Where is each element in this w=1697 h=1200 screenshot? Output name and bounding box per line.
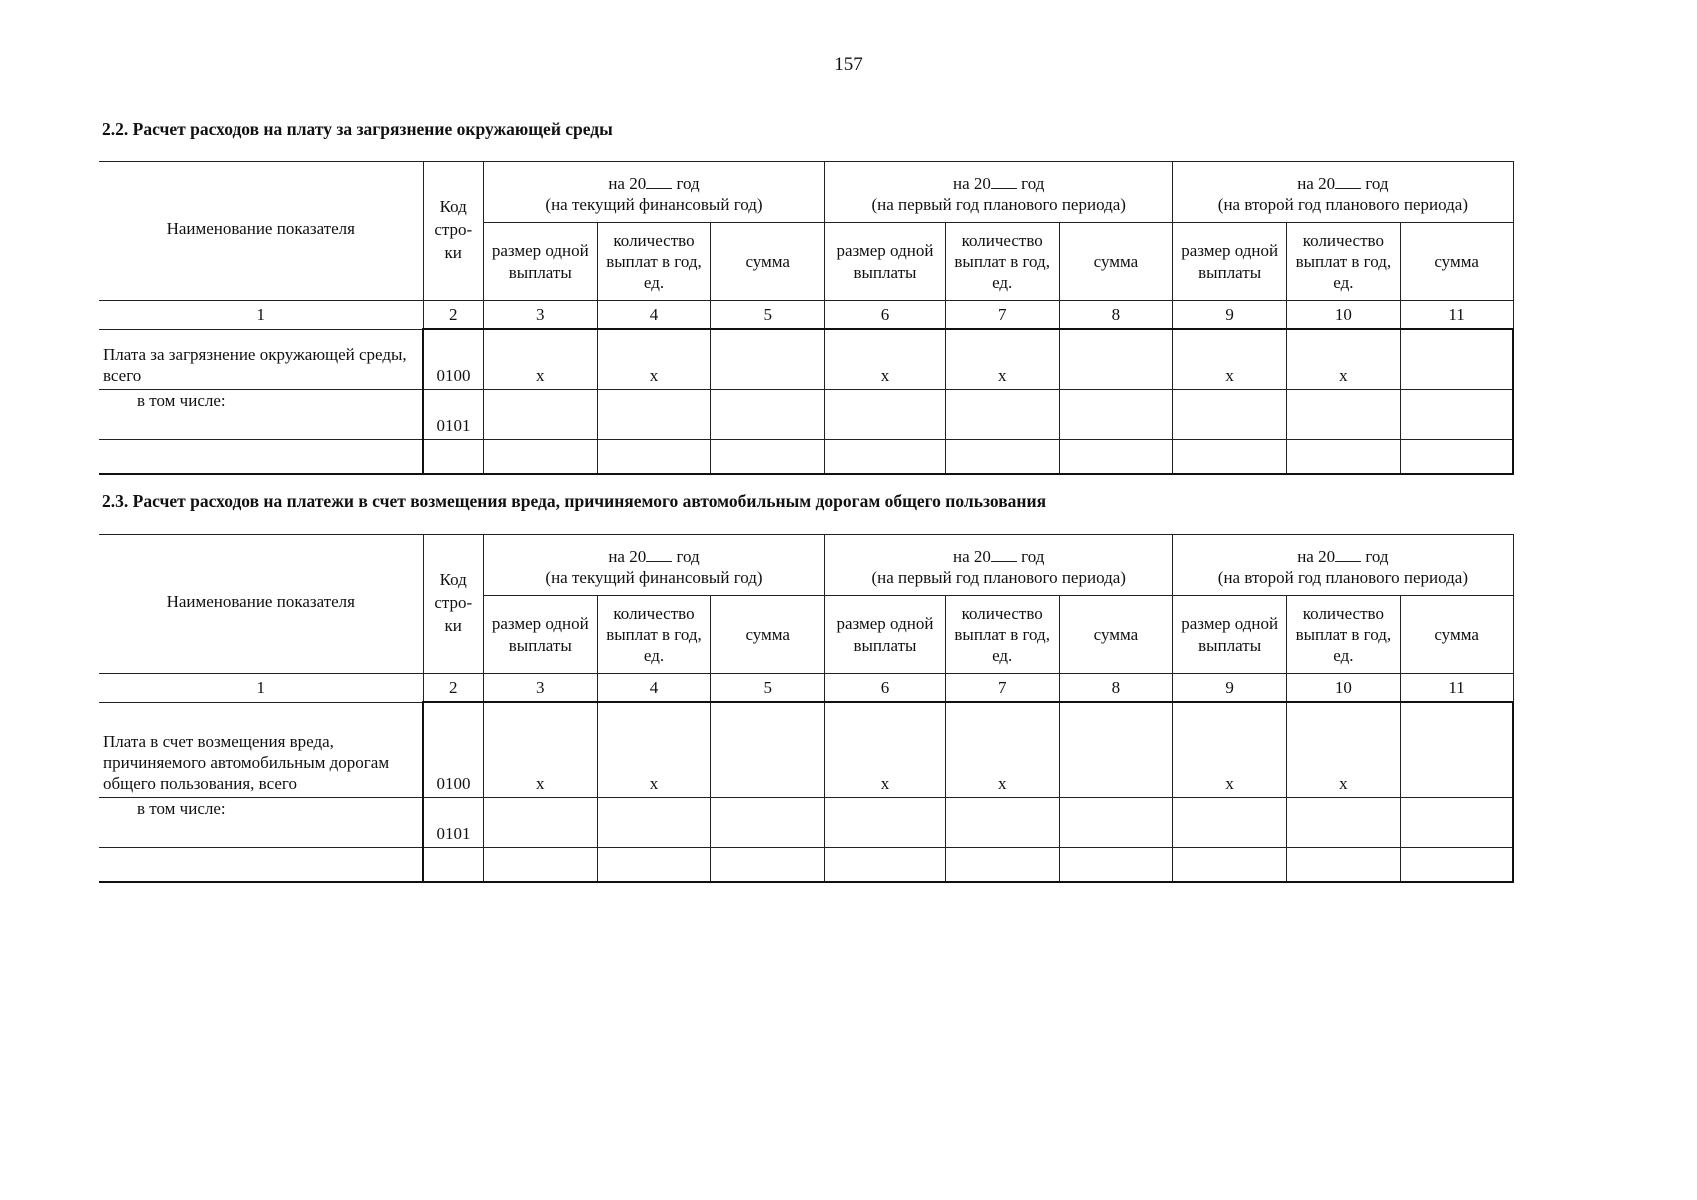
data-cell[interactable] [1400,439,1513,474]
data-cell[interactable] [597,389,711,439]
year-prefix: на 20 [1297,546,1336,566]
data-cell[interactable]: х [1173,329,1287,389]
data-cell[interactable] [711,389,825,439]
header-subcolumn: количество выплат в год, ед. [1287,223,1401,301]
year-blank-line [991,174,1017,189]
year-group-label: (на текущий финансовый год) [545,195,763,214]
year-prefix: на 20 [1297,173,1336,193]
header-subcolumn: размер одной выплаты [825,596,946,674]
data-cell[interactable] [1400,702,1513,797]
data-cell[interactable] [1059,329,1173,389]
header-subcolumn: количество выплат в год, ед. [1287,596,1401,674]
row-code: 0101 [423,797,483,847]
year-blank-line [991,547,1017,562]
column-number: 3 [483,674,597,703]
row-indicator-name: Плата за загрязнение окружающей среды, всего [99,329,423,389]
column-number: 8 [1059,674,1173,703]
data-cell[interactable]: х [597,329,711,389]
year-suffix: год [1365,173,1389,193]
data-cell[interactable] [1173,847,1287,882]
table-pollution-payment [99,161,1514,475]
column-number: 10 [1287,674,1401,703]
header-subcolumn: количество выплат в год, ед. [597,223,711,301]
column-number: 8 [1059,301,1173,330]
column-number: 11 [1400,301,1513,330]
column-number: 6 [825,301,946,330]
year-prefix: на 20 [608,173,647,193]
table-road-damage-payment [99,534,1514,883]
year-group-label: (на текущий финансовый год) [545,568,763,587]
header-indicator-name: Наименование показателя [99,162,423,301]
header-year-group [825,162,1173,223]
header-subcolumn: сумма [711,596,825,674]
data-cell[interactable] [1059,439,1173,474]
header-indicator-name: Наименование показателя [99,535,423,674]
data-cell[interactable] [1059,797,1173,847]
data-cell[interactable] [711,847,825,882]
column-number: 6 [825,674,946,703]
header-subcolumn: сумма [1059,596,1173,674]
year-group-label: (на первый год планового периода) [871,568,1126,587]
year-blank-line [1335,547,1361,562]
data-cell[interactable] [1173,439,1287,474]
data-cell[interactable] [945,389,1059,439]
header-year-group [483,535,824,596]
year-suffix: год [1365,546,1389,566]
data-cell[interactable]: х [825,329,946,389]
data-cell[interactable] [1287,797,1401,847]
year-prefix: на 20 [953,173,991,193]
column-number: 9 [1173,674,1287,703]
data-cell[interactable] [945,797,1059,847]
column-number: 11 [1400,674,1513,703]
year-group-label: (на первый год планового периода) [871,195,1126,214]
data-cell[interactable] [597,439,711,474]
data-cell[interactable] [825,847,946,882]
column-number: 10 [1287,301,1401,330]
data-cell[interactable] [1400,329,1513,389]
row-indicator-name [99,439,423,474]
data-cell[interactable] [1173,389,1287,439]
year-blank-line [646,547,672,562]
header-year-group [1173,162,1513,223]
header-row-code: Код стро- ки [423,162,483,301]
header-subcolumn: сумма [1400,223,1513,301]
data-cell[interactable] [1059,389,1173,439]
year-prefix: на 20 [953,546,991,566]
data-cell[interactable] [1400,847,1513,882]
data-cell[interactable]: х [1173,702,1287,797]
data-cell[interactable] [597,847,711,882]
row-code: 0101 [423,389,483,439]
header-subcolumn: количество выплат в год, ед. [597,596,711,674]
data-cell[interactable] [1287,389,1401,439]
data-cell[interactable] [1059,847,1173,882]
column-number: 1 [99,301,423,330]
data-cell[interactable] [1287,847,1401,882]
column-number: 5 [711,674,825,703]
header-subcolumn: сумма [1400,596,1513,674]
header-subcolumn: количество выплат в год, ед. [945,596,1059,674]
header-subcolumn: размер одной выплаты [825,223,946,301]
data-cell[interactable] [483,797,597,847]
data-cell[interactable] [711,439,825,474]
data-cell[interactable] [825,797,946,847]
data-cell[interactable] [1287,439,1401,474]
header-year-group [483,162,824,223]
row-code [423,439,483,474]
row-indicator-name [99,847,423,882]
data-cell[interactable] [825,389,946,439]
header-subcolumn: размер одной выплаты [483,223,597,301]
data-cell[interactable] [597,797,711,847]
data-cell[interactable]: х [483,329,597,389]
data-cell[interactable]: х [945,329,1059,389]
year-suffix: год [1021,546,1045,566]
column-number: 2 [423,301,483,330]
year-group-label: (на второй год планового периода) [1217,568,1468,587]
row-indicator-name: в том числе: [99,797,423,847]
data-cell[interactable] [1400,797,1513,847]
row-code: 0100 [423,329,483,389]
data-cell[interactable] [483,389,597,439]
header-subcolumn: количество выплат в год, ед. [945,223,1059,301]
row-indicator-name: Плата в счет возмещения вреда, причиняемого автомобильным дорогам общего пользования, всего [99,702,423,797]
column-number: 5 [711,301,825,330]
data-cell[interactable] [483,847,597,882]
row-code [423,847,483,882]
data-cell[interactable] [711,329,825,389]
data-cell[interactable] [825,439,946,474]
year-prefix: на 20 [608,546,647,566]
section-title-2-2: 2.2. Расчет расходов на плату за загрязнение окружающей среды [102,119,613,139]
year-blank-line [1335,174,1361,189]
header-row-code: Код стро- ки [423,535,483,674]
row-indicator-name: в том числе: [99,389,423,439]
year-suffix: год [1021,173,1045,193]
year-group-label: (на второй год планового периода) [1217,195,1468,214]
header-subcolumn: размер одной выплаты [483,596,597,674]
row-code: 0100 [423,702,483,797]
column-number: 9 [1173,301,1287,330]
header-subcolumn: сумма [711,223,825,301]
header-subcolumn: сумма [1059,223,1173,301]
column-number: 7 [945,674,1059,703]
data-cell[interactable]: х [597,702,711,797]
data-cell[interactable] [945,439,1059,474]
data-cell[interactable]: х [825,702,946,797]
data-cell[interactable]: х [1287,329,1401,389]
data-cell[interactable] [711,797,825,847]
column-number: 2 [423,674,483,703]
year-suffix: год [676,546,700,566]
column-number: 4 [597,301,711,330]
column-number: 1 [99,674,423,703]
column-number: 4 [597,674,711,703]
data-cell[interactable] [711,702,825,797]
data-cell[interactable] [1173,797,1287,847]
data-cell[interactable] [1400,389,1513,439]
data-cell[interactable] [1059,702,1173,797]
page-number: 157 [834,54,863,75]
header-subcolumn: размер одной выплаты [1173,223,1287,301]
header-subcolumn: размер одной выплаты [1173,596,1287,674]
year-suffix: год [676,173,700,193]
column-number: 3 [483,301,597,330]
data-cell[interactable] [945,847,1059,882]
column-number: 7 [945,301,1059,330]
section-title-2-3: 2.3. Расчет расходов на платежи в счет возмещения вреда, причиняемого автомобильным дорогам общего пользования [102,491,1047,511]
year-blank-line [646,174,672,189]
data-cell[interactable]: х [1287,702,1401,797]
data-cell[interactable] [483,439,597,474]
data-cell[interactable]: х [483,702,597,797]
header-year-group [1173,535,1513,596]
header-year-group [825,535,1173,596]
data-cell[interactable]: х [945,702,1059,797]
